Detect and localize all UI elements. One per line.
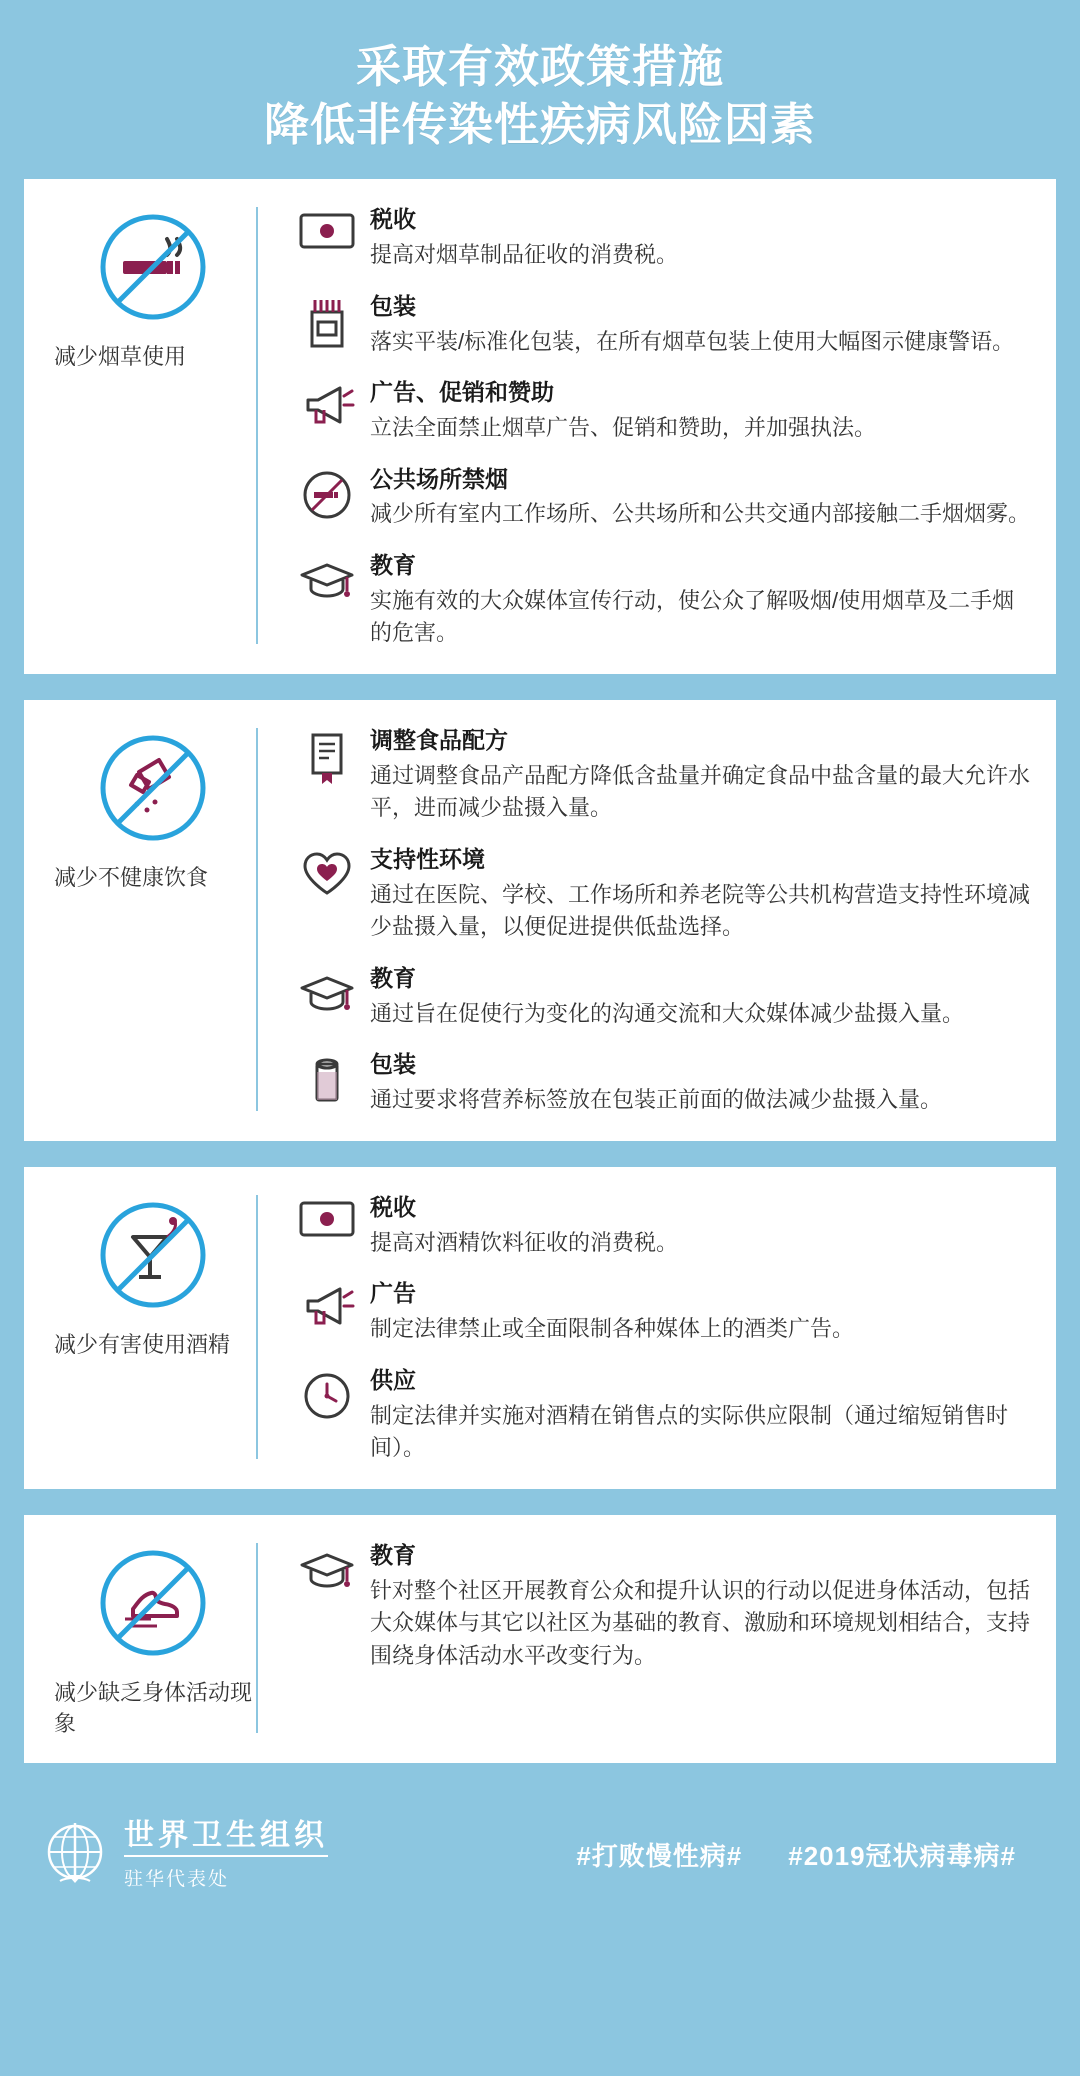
item-title: 调整食品配方: [370, 726, 508, 753]
item-title: 税收: [370, 1193, 416, 1220]
no-salt-icon: [97, 732, 209, 844]
section-card-activity: [24, 1515, 1056, 1763]
section-left-tobacco: [50, 201, 256, 650]
hashtag-1: #打败慢性病#: [576, 1841, 743, 1872]
list-item: [284, 292, 1030, 358]
heart-icon: [284, 845, 370, 899]
item-text: [370, 1279, 1030, 1345]
section-items-alcohol: [284, 1189, 1030, 1465]
section-divider: [256, 728, 258, 1111]
item-desc: 实施有效的大众媒体宣传行动，使公众了解吸烟/使用烟草及二手烟的危害。: [370, 587, 1015, 646]
section-left-diet: [50, 722, 256, 1117]
section-card-tobacco: [24, 179, 1056, 674]
item-title: 广告、促销和赞助: [370, 379, 554, 406]
item-desc: 通过要求将营养标签放在包装正前面的做法减少盐摄入量。: [370, 1087, 943, 1113]
can-icon: [284, 1050, 370, 1110]
list-item: [284, 845, 1030, 944]
item-text: [370, 205, 1030, 271]
item-text: [370, 964, 1030, 1030]
item-desc: 立法全面禁止烟草广告、促销和赞助，并加强执法。: [370, 414, 877, 440]
section-divider: [256, 1195, 258, 1459]
no-smoking-small-icon: [284, 465, 370, 521]
document-icon: [284, 726, 370, 786]
item-title: 教育: [370, 1541, 416, 1568]
no-alcohol-icon: [97, 1199, 209, 1311]
item-text: [370, 1366, 1030, 1465]
page-title: [24, 38, 1056, 153]
list-item: [284, 1050, 1030, 1116]
item-text: [370, 378, 1030, 444]
item-title: 公共场所禁烟: [370, 465, 508, 492]
list-item: [284, 1541, 1030, 1673]
item-desc: 减少所有室内工作场所、公共场所和公共交通内部接触二手烟烟雾。: [370, 501, 1031, 527]
list-item: [284, 1366, 1030, 1465]
section-label-diet: 减少不健康饮食: [54, 864, 209, 890]
money-icon: [284, 205, 370, 253]
item-text: [370, 845, 1030, 944]
section-card-alcohol: [24, 1167, 1056, 1489]
no-inactivity-icon: [97, 1547, 209, 1659]
item-desc: 制定法律并实施对酒精在销售点的实际供应限制（通过缩短销售时间）。: [370, 1402, 1009, 1461]
item-title: 供应: [370, 1366, 416, 1393]
section-left-alcohol: [50, 1189, 256, 1465]
item-desc: 通过调整食品产品配方降低含盐量并确定食品中盐含量的最大允许水平，进而减少盐摄入量。: [370, 762, 1031, 821]
section-card-diet: [24, 700, 1056, 1141]
list-item: [284, 465, 1030, 531]
graduation-cap-icon: [284, 1541, 370, 1593]
who-emblem-icon: [38, 1815, 112, 1894]
list-item: [284, 726, 1030, 825]
section-label-alcohol: 减少有害使用酒精: [54, 1331, 231, 1357]
item-text: [370, 292, 1030, 358]
item-text: [370, 551, 1030, 650]
item-text: [370, 1193, 1030, 1259]
graduation-cap-icon: [284, 551, 370, 603]
item-desc: 落实平装/标准化包装，在所有烟草包装上使用大幅图示健康警语。: [370, 328, 1015, 354]
section-items-diet: [284, 722, 1030, 1117]
page-title-line2: 降低非传染性疾病风险因素: [263, 98, 816, 150]
section-divider: [256, 207, 258, 644]
who-org-name: 世界卫生组织: [124, 1819, 328, 1857]
item-text: [370, 1541, 1030, 1673]
item-title: 支持性环境: [370, 845, 485, 872]
megaphone-icon: [284, 378, 370, 432]
item-title: 税收: [370, 206, 416, 233]
list-item: [284, 1193, 1030, 1259]
item-desc: 制定法律禁止或全面限制各种媒体上的酒类广告。: [370, 1316, 855, 1342]
list-item: [284, 378, 1030, 444]
hashtag-2: #2019冠状病毒病#: [788, 1841, 1016, 1872]
page-title-line1: 采取有效政策措施: [355, 41, 724, 92]
money-icon: [284, 1193, 370, 1241]
section-label-tobacco: 减少烟草使用: [54, 344, 187, 370]
section-items-tobacco: [284, 201, 1030, 650]
megaphone-icon: [284, 1279, 370, 1333]
list-item: [284, 551, 1030, 650]
page-header: [24, 0, 1056, 179]
item-text: [370, 1050, 1030, 1116]
list-item: [284, 1279, 1030, 1345]
no-smoking-icon: [97, 211, 209, 323]
item-desc: 提高对酒精饮料征收的消费税。: [370, 1229, 679, 1255]
section-items-activity: [284, 1537, 1030, 1739]
item-text: [370, 726, 1030, 825]
item-desc: 提高对烟草制品征收的消费税。: [370, 242, 679, 268]
page-footer: [24, 1789, 1056, 1928]
list-item: [284, 964, 1030, 1030]
hashtag-group: [576, 1836, 1046, 1873]
graduation-cap-icon: [284, 964, 370, 1016]
item-title: 包装: [370, 1051, 416, 1078]
package-icon: [284, 292, 370, 350]
item-text: [370, 465, 1030, 531]
item-title: 包装: [370, 292, 416, 319]
clock-icon: [284, 1366, 370, 1422]
item-title: 教育: [370, 551, 416, 578]
section-left-activity: [50, 1537, 256, 1739]
section-divider: [256, 1543, 258, 1733]
item-desc: 通过旨在促使行为变化的沟通交流和大众媒体减少盐摄入量。: [370, 1000, 965, 1026]
item-title: 广告: [370, 1280, 416, 1307]
section-label-activity: 减少缺乏身体活动现象: [54, 1679, 253, 1736]
who-org-sub: 驻华代表处: [124, 1868, 230, 1890]
item-desc: 针对整个社区开展教育公众和提升认识的行动以促进身体活动，包括大众媒体与其它以社区为基础的教育、激励和环境规划相结合，支持围绕身体活动水平改变行为。: [370, 1577, 1031, 1668]
who-text: [124, 1819, 328, 1891]
who-logo: [38, 1815, 328, 1894]
item-desc: 通过在医院、学校、工作场所和养老院等公共机构营造支持性环境减少盐摄入量，以便促进提供低盐选择。: [370, 881, 1031, 940]
item-title: 教育: [370, 964, 416, 991]
list-item: [284, 205, 1030, 271]
